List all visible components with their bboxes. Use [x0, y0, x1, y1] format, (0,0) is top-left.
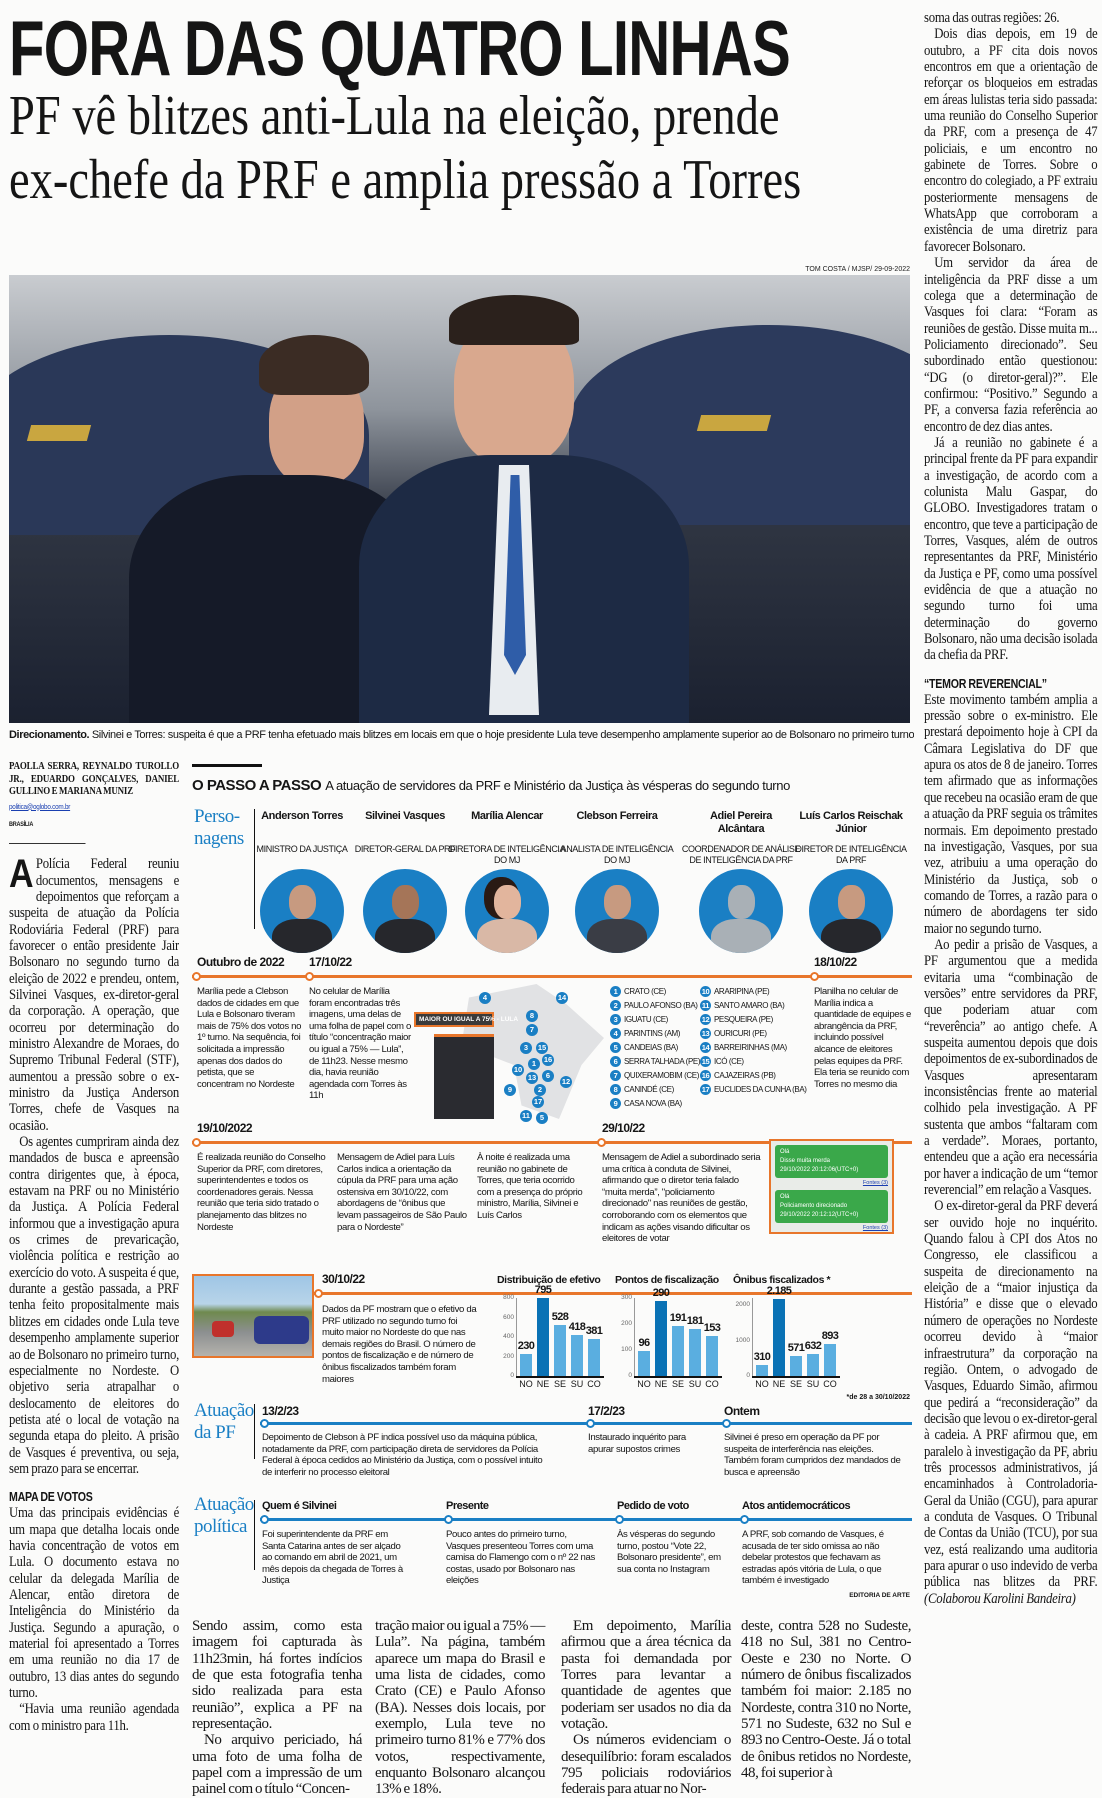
bar-no: [638, 1351, 650, 1376]
city-number-badge: 9: [610, 1098, 621, 1109]
legend-city: [610, 1000, 698, 1011]
city-name: PARINTINS (AM): [624, 1029, 681, 1038]
city-name: SERRA TALHADA (PE): [624, 1057, 701, 1066]
chat-bubble: [775, 1190, 888, 1223]
x-tick-label: NO: [755, 1379, 769, 1389]
timeline-date: Pedido de voto: [617, 1500, 689, 1512]
person-role: MINISTRO DA JUSTIÇA: [256, 844, 348, 854]
city-number-badge: 14: [701, 1043, 710, 1052]
x-tick-label: NE: [772, 1379, 786, 1389]
subhead-temor-reverencial: “TEMOR REVERENCIAL”: [924, 676, 1047, 691]
legend-city: [700, 1056, 744, 1067]
legend-city: [610, 986, 666, 997]
paragraph: Sendo assim, como esta imagem foi capturada às 11h23min, há fortes indícios de que esta fotografia tenha sido realizada para esta reunião”, explica a PF na representação.: [192, 1618, 362, 1733]
timeline-dot: [810, 972, 819, 981]
bar-co: [588, 1339, 600, 1376]
city-name: OURICURI (PE): [714, 1029, 767, 1038]
avatar-silvinei-vasques: [363, 869, 447, 953]
bar-value-label: 191: [669, 1312, 687, 1325]
legend-city: [610, 1084, 674, 1095]
bar-value-label: 381: [585, 1324, 603, 1337]
x-tick-label: SU: [570, 1379, 584, 1389]
legend-city: [610, 1098, 682, 1109]
byline-divider: [9, 843, 86, 844]
photo-caption: [9, 729, 914, 741]
map-marker: 9: [504, 1084, 516, 1096]
bar-value-label: 310: [753, 1351, 771, 1363]
y-tick-label: 200: [503, 1352, 514, 1360]
timeline-dot: [722, 1419, 731, 1428]
chart-baseline: [634, 1376, 722, 1378]
city-number-badge: 13: [701, 1029, 710, 1038]
map-marker: 6: [542, 1070, 554, 1082]
timeline-date: 17/2/23: [588, 1404, 625, 1418]
article-continuation: [192, 1618, 911, 1798]
timeline-date: 17/10/22: [309, 955, 352, 969]
bar-co: [706, 1336, 718, 1376]
paragraph: [924, 1198, 1097, 1607]
timeline-date: Outubro de 2022: [197, 955, 285, 969]
chat-bubble: [775, 1145, 888, 1178]
chart-axis: [516, 1298, 517, 1376]
infographic-subtitle: A atuação de servidores da PRF e Ministério da Justiça às vésperas do segundo turno: [325, 778, 790, 793]
map-marker: 3: [520, 1042, 532, 1054]
chart-axis: [752, 1298, 753, 1376]
person-name: Luís Carlos Reischak Júnior: [799, 810, 903, 835]
timeline-text: Pouco antes do primeiro turno, Vasques presenteou Torres com uma camisa do Flamengo com o nº 22 nas costas, usado por Bolsonaro nas eleições: [446, 1529, 595, 1587]
chart-baseline: [752, 1376, 840, 1378]
x-tick-label: SU: [688, 1379, 702, 1389]
city-number-badge: 4: [610, 1028, 621, 1039]
x-tick-label: SU: [806, 1379, 820, 1389]
paragraph: Dois dias depois, em 19 de outubro, a PF cita dois novos encontros em que a orientação de reforçar os bloqueios em estradas em áreas lulistas teria sido passada: uma reunião do Conselho Superior da PRF, com a presença de 47 policiais, e um encontro no gabinete de Torres. Sobre o encontro do colegiado, a PF extraiu posteriormente mensagens de WhatsApp que corroboram a existência de uma diretriz para favorecer Bolsonaro.: [924, 26, 1098, 255]
drop-cap: A: [9, 852, 34, 897]
timeline-dot: [192, 1138, 201, 1147]
timeline-date: 18/10/22: [814, 955, 857, 969]
timeline-text: No celular de Marília foram encontradas três imagens, uma delas de uma folha de papel com o título “concentração maior ou igual a 75% — Lula”, de 11h23. Nesse mesmo dia, havia reunião agendada com Torres às 11h: [309, 986, 411, 1102]
photo-credit: TOM COSTA / MJSP/ 29-09-2022: [805, 266, 910, 273]
chat-message: Policiamento direcionado: [780, 1203, 848, 1209]
x-tick-label: NO: [519, 1379, 533, 1389]
x-tick-label: SE: [553, 1379, 566, 1389]
timeline-date: Atos antidemocráticos: [742, 1500, 851, 1512]
map-marker: 1: [528, 1058, 540, 1070]
city-number-badge: 5: [610, 1042, 621, 1053]
legend-city: [700, 1000, 784, 1011]
city-number-badge: 12: [701, 1015, 710, 1024]
sources-link[interactable]: Fontes (3): [862, 1180, 888, 1186]
caption-lead: Direcionamento.: [9, 729, 90, 741]
timeline-date: 19/10/2022: [197, 1121, 253, 1135]
x-tick-label: NE: [536, 1379, 550, 1389]
timeline-text: À noite é realizada uma reunião no gabinete de Torres, que teria ocorrido com a presença do próprio ministro, Marília, Silvinei e Luís Carlos: [477, 1152, 583, 1221]
timeline-text: É realizada reunião do Conselho Superior da PRF, com diretores, superintendentes e todos os coordenadores gerais. Nessa reunião que teria sido tratado o planejamento das blitzes no Nordeste: [197, 1152, 326, 1233]
paragraph: Já a reunião no gabinete é a principal frente da PF para expandir a investigação, de acordo com a colunista Malu Gaspar, do GLOBO. Investigadores tratam o encontro, que teve a participação de Torres, Vasques, além de outros representantes da PRF, Ministério da Justiça e PF, como uma possível evidência de que a atuação no segundo turno foi uma determinação do governo Bolsonaro, não uma decisão isolada da chefia da PRF.: [924, 434, 1098, 664]
timeline-date: 30/10/22: [322, 1272, 365, 1286]
legend-city: [610, 1042, 678, 1053]
timeline-text: Depoimento de Clebson à PF indica possível uso da máquina pública, notadamente da PRF, com participação direta de servidores da Polícia Federal à época cedidos ao Ministério da Justiça, com o possível intuito de interferir no processo eleitoral: [262, 1432, 543, 1478]
subhead-mapa-de-votos: MAPA DE VOTOS: [9, 1490, 93, 1505]
x-tick-label: CO: [587, 1379, 601, 1389]
y-tick-label: 1000: [735, 1336, 750, 1344]
chart-baseline: [516, 1376, 604, 1378]
timeline-dot: [305, 972, 314, 981]
caption-text: Silvinei e Torres: suspeita é que a PRF tenha efetuado mais blitzes em locais em que o hoje presidente Lula teve desempenho amplamente superior ao de Bolsonaro no primeiro turno: [89, 729, 914, 741]
x-tick-label: CO: [705, 1379, 719, 1389]
paragraph: tração maior ou igual a 75% — Lula”. Na página, também aparece um mapa do Brasil e uma lista de cidades, como Crato (CE) e Paulo Afonso (BA). Nesses dois locais, por exemplo, Lula teve no primeiro turno 81% e 77% dos votos, respectivamente, enquanto Bolsonaro alcançou 13% e 18%.: [375, 1618, 545, 1798]
timeline-text: Marília pede a Clebson dados de cidades em que Lula e Bolsonaro tiveram mais de 75% dos votos no 1º turno. Na sequência, foi solicitada a impressão apenas dos dados do petista, que se concentram no Nordeste: [197, 986, 302, 1090]
timeline-text: Mensagem de Adiel para Luís Carlos indica a orientação da cúpula da PRF para uma ação ostensiva em 30/10/22, com abordagens de “ônibus que levam passageiros de São Paulo para o Nordeste”: [337, 1152, 467, 1233]
city-number-badge: 16: [701, 1071, 710, 1080]
bar-value-label: 2.185: [766, 1284, 792, 1297]
x-tick-label: CO: [823, 1379, 837, 1389]
y-tick-label: 400: [503, 1333, 514, 1340]
paragraph: No arquivo periciado, há uma foto de uma folha de papel com a impressão de um painel com o título “Concen-: [192, 1732, 362, 1798]
timeline-text: Planilha no celular de Marília indica a quantidade de equipes e abrangência da PRF, incluindo possível alcance de eleitores pelas equipes da PRF. Ela teria se reunido com Torres no mesmo dia: [814, 986, 912, 1090]
paragraph: Uma das principais evidências é um mapa que detalha locais onde havia concentração de votos em Lula. O documento estava no celular da delegada Marília de Alencar, então diretora de Inteligência do Ministério da Justiça. Segundo a apuração, o material foi apresentado a Torres em uma reunião no dia 17 de outubro, 13 dias antes do segundo turno.: [9, 1505, 179, 1702]
text-column: [741, 1618, 911, 1781]
timeline-dot: [192, 972, 201, 981]
person-role: DIRETOR-GERAL DA PRF: [354, 844, 456, 854]
chat-time: 29/10/2022 20:12:06(UTC+0): [780, 1167, 859, 1173]
author-email-link[interactable]: politica@oglobo.com.br: [9, 801, 71, 811]
city-name: PESQUEIRA (PE): [714, 1015, 773, 1024]
city-number-badge: 17: [701, 1085, 710, 1094]
x-tick-label: NE: [654, 1379, 668, 1389]
city-name: PAULO AFONSO (BA): [624, 1001, 698, 1010]
x-tick-label: SE: [671, 1379, 684, 1389]
chart-footnote: *de 28 a 30/10/2022: [846, 1394, 910, 1401]
chat-sender: Olá: [780, 1149, 790, 1155]
timeline-line: [192, 975, 912, 978]
y-tick-label: 0: [628, 1372, 632, 1379]
chart-title: Pontos de fiscalização: [615, 1274, 719, 1286]
bar-value-label: 418: [568, 1321, 586, 1334]
city-number-badge: 6: [610, 1056, 621, 1067]
legend-city: [700, 1084, 807, 1095]
map-marker: 16: [543, 1055, 553, 1064]
lead-text: Polícia Federal reuniu documentos, mensagens e depoimentos que reforçam a suspeita de atuação da Polícia Rodoviária Federal (PRF) para favorecer o então presidente Jair Bolsonaro no segundo turno da eleição de 2022 e prendeu, ontem, Silvinei Vasques, ex-diretor-geral da corporação. A operação, que ocorreu por determinação do ministro Alexandre de Moraes, do Supremo Tribunal Federal (STF), aumentou a pressão sobre o ex-ministro da Justiça Anderson Torres, chefe de Vasques na ocasião.: [9, 856, 179, 1134]
chat-message: Disse muita merda: [780, 1158, 831, 1164]
y-tick-label: 200: [621, 1320, 632, 1327]
city-number-badge: 2: [610, 1000, 621, 1011]
timeline-line: [260, 1518, 912, 1521]
timeline-dot: [586, 1419, 595, 1428]
city-name: CANDEIAS (BA): [624, 1043, 678, 1052]
map-marker: 8: [526, 1010, 538, 1022]
left-column-content: [9, 761, 179, 1734]
avatar-silhouette-adiel: [699, 869, 783, 953]
timeline-text: Instaurado inquérito para apurar supostos crimes: [588, 1432, 686, 1455]
person-role: ANALISTA DE INTELIGÊNCIA DO MJ: [560, 844, 674, 865]
sources-link[interactable]: Fontes (3): [862, 1225, 888, 1231]
right-column-content: [924, 10, 1097, 1607]
infographic-title: O PASSO A PASSO: [192, 777, 322, 794]
city-name: ICÓ (CE): [714, 1057, 744, 1066]
person-name: Marília Alencar: [471, 810, 543, 822]
headline-line-1: PF vê blitzes anti-Lula na eleição, prende: [9, 85, 780, 147]
city-number-badge: 8: [610, 1084, 621, 1095]
article-right-column: [924, 10, 1098, 1790]
city-number-badge: 1: [610, 986, 621, 997]
timeline-date: 13/2/23: [262, 1404, 299, 1418]
paragraph: “Havia uma reunião agendada com o ministro para 11h.: [9, 1701, 179, 1734]
bar-su: [689, 1329, 701, 1376]
bar-value-label: 632: [804, 1339, 822, 1352]
paragraph: Os números evidenciam o desequilíbrio: foram escalados 795 policiais rodoviários federais para atuar no Nor-: [561, 1732, 731, 1798]
city-name: QUIXERAMOBIM (CE): [624, 1071, 699, 1080]
map-marker: 17: [533, 1097, 543, 1106]
y-tick-label: 600: [503, 1313, 514, 1321]
y-tick-label: 100: [621, 1346, 632, 1353]
bar-se: [790, 1356, 802, 1376]
timeline-dot: [260, 1515, 269, 1524]
city-name: EUCLIDES DA CUNHA (BA): [714, 1085, 807, 1094]
x-tick-label: SE: [789, 1379, 802, 1389]
timeline-dot: [314, 1289, 323, 1298]
legend-city: [700, 1042, 787, 1053]
timeline-text: Dados da PF mostram que o efetivo da PRF utilizado no segundo turno foi muito maior no Nordeste do que nas demais regiões do Brasil. O número de pontos de fiscalização e de número de ônibus fiscalizados também foram maiores: [322, 1304, 477, 1385]
avatar-clebson-ferreira: [575, 869, 659, 953]
legend-city: [610, 1014, 668, 1025]
text-column: [561, 1618, 731, 1798]
brazil-map: [414, 984, 599, 1122]
city-name: CANINDÉ (CE): [624, 1085, 674, 1094]
blitz-photo: [192, 1274, 314, 1358]
timeline-date: 29/10/22: [602, 1121, 645, 1135]
paragraph: soma das outras regiões: 26.: [924, 10, 1060, 26]
avatar-anderson-torres: [260, 869, 344, 953]
bar-no: [756, 1365, 768, 1376]
bracket-divider: [254, 1404, 255, 1459]
bar-value-label: 96: [638, 1337, 650, 1350]
person-role: DIRETORA DE INTELIGÊNCIA DO MJ: [448, 844, 566, 865]
pf-section-label: Atuação da PF: [194, 1400, 254, 1443]
paragraph: Em depoimento, Marília afirmou que a área técnica da pasta foi demandada por Torres para levantar a quantidade de agentes que poderiam ser usados no dia da votação.: [561, 1618, 731, 1733]
chat-time: 29/10/2022 20:12:12(UTC+0): [780, 1212, 859, 1218]
map-marker: 14: [557, 993, 567, 1002]
timeline-date: Ontem: [724, 1404, 760, 1418]
legend-city: [700, 1028, 767, 1039]
timeline-dot: [615, 1515, 624, 1524]
city-number-badge: 10: [701, 987, 710, 996]
lead-paragraph: [9, 852, 179, 1134]
city-number-badge: 11: [701, 1001, 710, 1010]
map-marker: 5: [536, 1112, 548, 1124]
timeline-dot: [597, 1138, 606, 1147]
contributor-note: (Colaborou Karolini Bandeira): [924, 1590, 1076, 1607]
timeline-dot: [444, 1515, 453, 1524]
timeline-text: Às vésperas do segundo turno, postou “Vote 22, Bolsonaro presidente”, em sua conta no Instagram: [617, 1529, 721, 1575]
map-marker: 10: [513, 1065, 523, 1074]
city-name: IGUATU (CE): [624, 1015, 668, 1024]
timeline-text: Silvinei é preso em operação da PF por suspeita de interferência nas eleições. Também foram cumpridos dez mandados de busca e apreensão: [724, 1432, 901, 1478]
bar-se: [672, 1326, 684, 1376]
bar-value-label: 230: [517, 1339, 535, 1352]
people-section-label: Perso-nagens: [194, 806, 244, 849]
city-name: CAJAZEIRAS (PB): [714, 1071, 776, 1080]
bar-value-label: 181: [686, 1314, 704, 1327]
timeline-text: Mensagem de Adiel a subordinado seria uma crítica à conduta de Silvinei, afirmando que o diretor teria falado “muita merda”, "policiamento direcionado" nas reuniões de gestão, corroborando com os elementos que indicam as ações visando dificultar os eleitores de votar: [602, 1152, 761, 1245]
city-number-badge: 15: [701, 1057, 710, 1066]
city-name: CRATO (CE): [624, 987, 666, 996]
y-tick-label: 0: [510, 1372, 514, 1379]
legend-city: [610, 1056, 700, 1067]
bar-value-label: 795: [534, 1284, 552, 1297]
y-tick-label: 0: [746, 1372, 750, 1379]
city-number-badge: 7: [610, 1070, 621, 1081]
dateline-city: BRASÍLIA: [9, 820, 34, 828]
chart-title: Ônibus fiscalizados *: [733, 1274, 831, 1286]
map-label: MAIOR OU IGUAL A 75% - LULA: [414, 1012, 494, 1027]
paragraph: Ao pedir a prisão de Vasques, a PF argumentou que a medida evitaria uma “combinação de versões” entre servidores da PRF, que poderiam atuar com “reverência” ao antigo chefe. A suspeita aumentou depois que dois depoimentos de ex-subordinados de Vasques apresentaram inconsistências frente ao material colhido pela investigação. A PF sustenta que ambos “faltaram com a verdade”. Moraes, portanto, entendeu que a ação era necessária por haver a indicação de um “temor reverencial” em relação a Vasques.: [924, 936, 1098, 1199]
map-marker: 4: [479, 992, 491, 1004]
x-tick-label: NO: [637, 1379, 651, 1389]
legend-city: [700, 986, 769, 997]
bar-ne: [773, 1299, 785, 1376]
bar-value-label: 571: [787, 1341, 805, 1354]
legend-city: [700, 1070, 776, 1081]
bracket-divider: [254, 1500, 255, 1570]
timeline-date: Presente: [446, 1500, 489, 1512]
byline: PAOLLA SERRA, REYNALDO TUROLLO JR., EDUARDO GONÇALVES, DANIEL GULLINO E MARIANA MUNIZ: [9, 761, 179, 797]
timeline-dot: [260, 1419, 269, 1428]
person-role: COORDENADOR DE ANÁLISE DE INTELIGÊNCIA DA PRF: [681, 844, 801, 865]
legend-city: [700, 1014, 773, 1025]
lead-photo: [9, 275, 910, 723]
printed-sheet-photo: [434, 1034, 494, 1119]
map-marker: 13: [527, 1073, 537, 1082]
text-column: [375, 1618, 545, 1798]
avatar-luis-carlos: [809, 869, 893, 953]
paragraph-text: O ex-diretor-geral da PRF deverá ser ouvido hoje no inquérito. Quando falou à CPI dos Atos no Congresso, ele classificou a suspeita de direcionamento na eleição de a “maior injustiça da História” e disse que o elevado número de operações no Nordeste ocorreu devido à “maior infraestrutura” da corporação na região. Ontem, o advogado de Vasques, Eduardo Simão, afirmou que pedirá a “reconsideração” da decisão que levou o ex-diretor-geral à cadeia. A PRF afirmou que, em paralelo à investigação da PF, abriu três processos administrativos, já encaminhados à Controladoria-Geral da União (CGU), para apurar a conduta de Vasques. O Tribunal de Contas da União (TCU), por sua vez, está realizando uma auditoria para apurar o uso indevido de verba pública nas blitzes da PRF.: [924, 1198, 1098, 1591]
city-name: SANTO AMARO (BA): [714, 1001, 785, 1010]
infographic-passo-a-passo: [192, 764, 912, 1614]
legend-city: [610, 1070, 699, 1081]
y-tick-label: 2000: [735, 1301, 750, 1309]
bar-value-label: 153: [703, 1322, 721, 1335]
bar-value-label: 528: [551, 1310, 569, 1323]
timeline-text: Foi superintendente da PRF em Santa Catarina antes de ser alçado ao comando em abril de 2021, um mês depois da chegada de Torres à Justiça: [262, 1529, 403, 1587]
legend-city: [610, 1028, 680, 1039]
bar-su: [571, 1335, 583, 1376]
headline-line-2: ex-chefe da PRF e amplia pressão a Torres: [9, 149, 802, 211]
kicker-headline: FORA DAS QUATRO LINHAS: [9, 4, 790, 92]
article-left-column: [9, 761, 179, 1791]
city-number-badge: 3: [610, 1014, 621, 1025]
city-name: CASA NOVA (BA): [624, 1099, 682, 1108]
bar-su: [807, 1354, 819, 1376]
bar-value-label: 893: [821, 1330, 839, 1343]
map-marker: 12: [561, 1077, 571, 1086]
bracket-divider: [254, 809, 255, 929]
bar-value-label: 290: [652, 1286, 670, 1299]
timeline-date: Quem é Silvinei: [262, 1500, 337, 1512]
timeline-dot: [740, 1515, 749, 1524]
city-name: BARREIRINHAS (MA): [714, 1043, 787, 1052]
timeline-text: A PRF, sob comando de Vasques, é acusada de ter sido omissa ao não debelar protestos que fechavam as estradas após vitória de Lula, o que também é investigado: [742, 1529, 884, 1587]
chat-sender: Olá: [780, 1194, 790, 1200]
bar-no: [520, 1354, 532, 1376]
chart-title: Distribuição de efetivo: [497, 1274, 601, 1286]
map-marker: 7: [526, 1024, 538, 1036]
politics-section-label: Atuação política: [194, 1494, 254, 1537]
person-name: Anderson Torres: [261, 810, 343, 822]
map-marker: 2: [534, 1084, 546, 1096]
person-role: DIRETOR DE INTELIGÊNCIA DA PRF: [795, 844, 907, 865]
paragraph: Um servidor da área de inteligência da PRF disse a um colega que a determinação de Vasques foi clara: “Foram as reuniões de gestão. Disse muita m... Policiamento direcionado”. Seu subordinado então questionou: “DG (o diretor-geral)?”. Ele confirmou: “Positivo.” Segundo a PF, a conversa fazia referência ao encontro de dez dias antes.: [924, 255, 1098, 435]
art-credit: EDITORIA DE ARTE: [849, 1592, 910, 1599]
text-column: [192, 1618, 362, 1798]
whatsapp-screenshot: [769, 1139, 894, 1234]
person-name: Silvinei Vasques: [365, 810, 445, 822]
city-name: ARARIPINA (PE): [714, 987, 770, 996]
map-marker: 15: [537, 1043, 547, 1052]
y-tick-label: 300: [621, 1294, 632, 1301]
section-rule: [192, 764, 262, 767]
y-tick-label: 800: [503, 1294, 514, 1301]
bar-co: [824, 1344, 836, 1376]
paragraph: deste, contra 528 no Sudeste, 418 no Sul, 381 no Centro-Oeste e 230 no Norte. O número de ônibus fiscalizados também foi maior: 2.185 no Nordeste, contra 310 no Norte, 571 no Sudeste, 632 no Sul e 893 no Centro-Oeste. Já o total de ônibus retidos no Nordeste, 48, foi superior à: [741, 1618, 911, 1782]
avatar-marilia-alencar: [465, 869, 549, 953]
paragraph: Este movimento também amplia a pressão sobre o ex-ministro. Ele prestará depoimento hoje à CPI da Câmara Legislativa do DF que apura os atos de 8 de janeiro. Torres tem afirmado que as informações que recebeu na ocasião eram de que a atuação da PRF seguia os trâmites normais. Em depoimento prestado na investigação, Vasques, por sua vez, atribuiu a uma operação do Ministério da Justiça, sob o comando de Torres, a razão para o número de abordagens ter sido maior no segundo turno.: [924, 691, 1098, 937]
person-name: Adiel Pereira Alcântara: [709, 810, 773, 835]
person-name: Clebson Ferreira: [576, 810, 658, 822]
paragraph: Os agentes cumpriram ainda dez mandados de busca e apreensão contra dirigentes que, à época, estavam na PRF ou no Ministério da Justiça. A Polícia Federal informou que a investigação apura os crimes de prevaricação, violência política e restrição ao exercício do voto. A suspeita é que, durante a gestão passada, a PRF tenha feito propositalmente mais blitzes em cidades onde Lula teve desempenho amplamente superior ao de Bolsonaro no primeiro turno, especialmente no Nordeste. O objetivo seria atrapalhar o deslocamento de eleitores do petista até o local de votação na segunda etapa do pleito. A prisão de Vasques é preventiva, ou seja, sem prazo para se encerrar.: [9, 1134, 179, 1477]
map-marker: 11: [520, 1110, 532, 1122]
